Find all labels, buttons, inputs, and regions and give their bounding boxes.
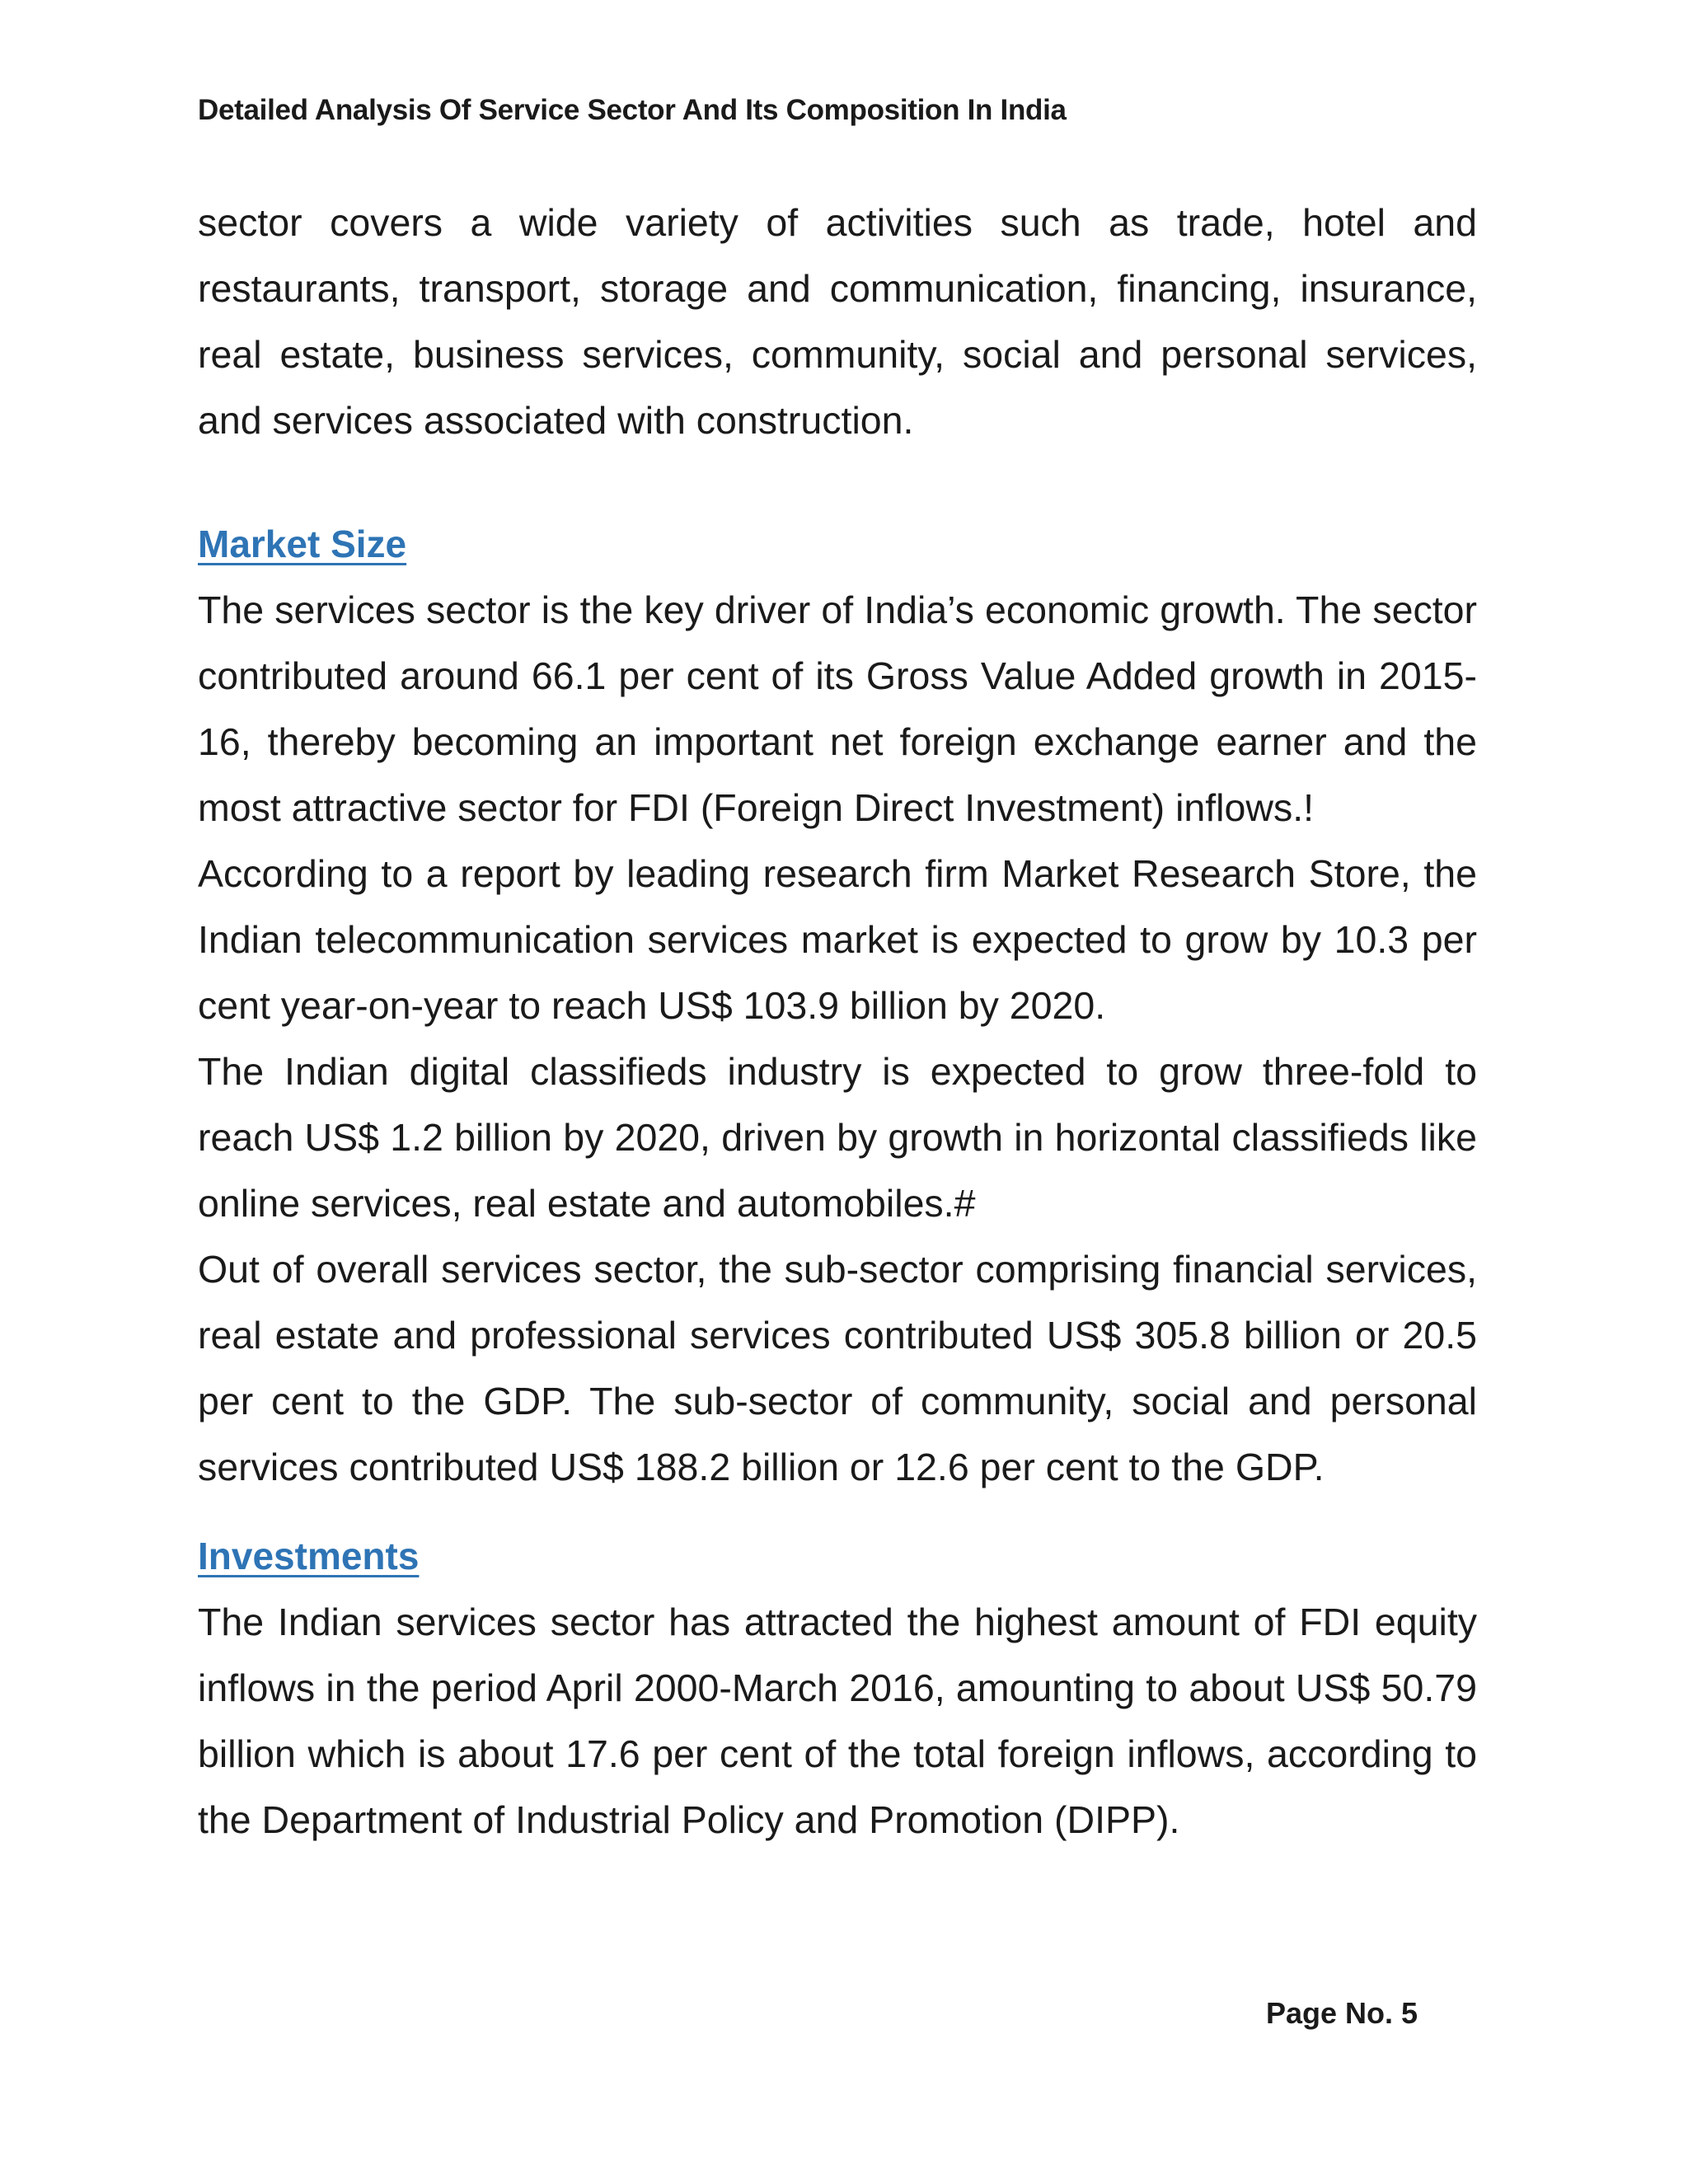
investments-paragraph-1: The Indian services sector has attracted the highest amount of FDI equity inflows in the period April 2000-March 2016, amounting to about US$ 50.79 billion which is about 17.6 per cent of the total foreign inflows, according to the Department of Industrial Policy and Promotion (DIPP). — [198, 1601, 1477, 1841]
page-content — [198, 190, 1477, 1853]
page-number: Page No. 5 — [1266, 1996, 1418, 2030]
market-size-paragraph-4: Out of overall services sector, the sub-sector comprising financial services, real estate and professional services contributed US$ 305.8 billion or 20.5 per cent to the GDP. The sub-sector of community, social and personal services contributed US$ 188.2 billion or 12.6 per cent to the GDP. — [198, 1248, 1477, 1488]
market-size-heading: Market Size — [198, 523, 407, 565]
market-size-paragraph-2: According to a report by leading research firm Market Research Store, the Indian telecommunication services market is expected to grow by 10.3 per cent year-on-year to reach US$ 103.9 billion by 2020. — [198, 852, 1477, 1027]
intro-paragraph: sector covers a wide variety of activities such as trade, hotel and restaurants, transport, storage and communication, financing, insurance, real estate, business services, community, social and personal services, and services associated with construction. — [198, 201, 1477, 442]
market-size-paragraph-1: The services sector is the key driver of India’s economic growth. The sector contributed around 66.1 per cent of its Gross Value Added growth in 2015-16, thereby becoming an important net foreign exchange earner and the most attractive sector for FDI (Foreign Direct Investment) inflows.! — [198, 588, 1477, 829]
market-size-paragraph-3: The Indian digital classifieds industry is expected to grow three-fold to reach US$ 1.2 billion by 2020, driven by growth in horizontal classifieds like online services, real estate and automobiles.# — [198, 1050, 1477, 1225]
running-header: Detailed Analysis Of Service Sector And Its Composition In India — [198, 94, 1067, 126]
investments-heading: Investments — [198, 1535, 420, 1577]
